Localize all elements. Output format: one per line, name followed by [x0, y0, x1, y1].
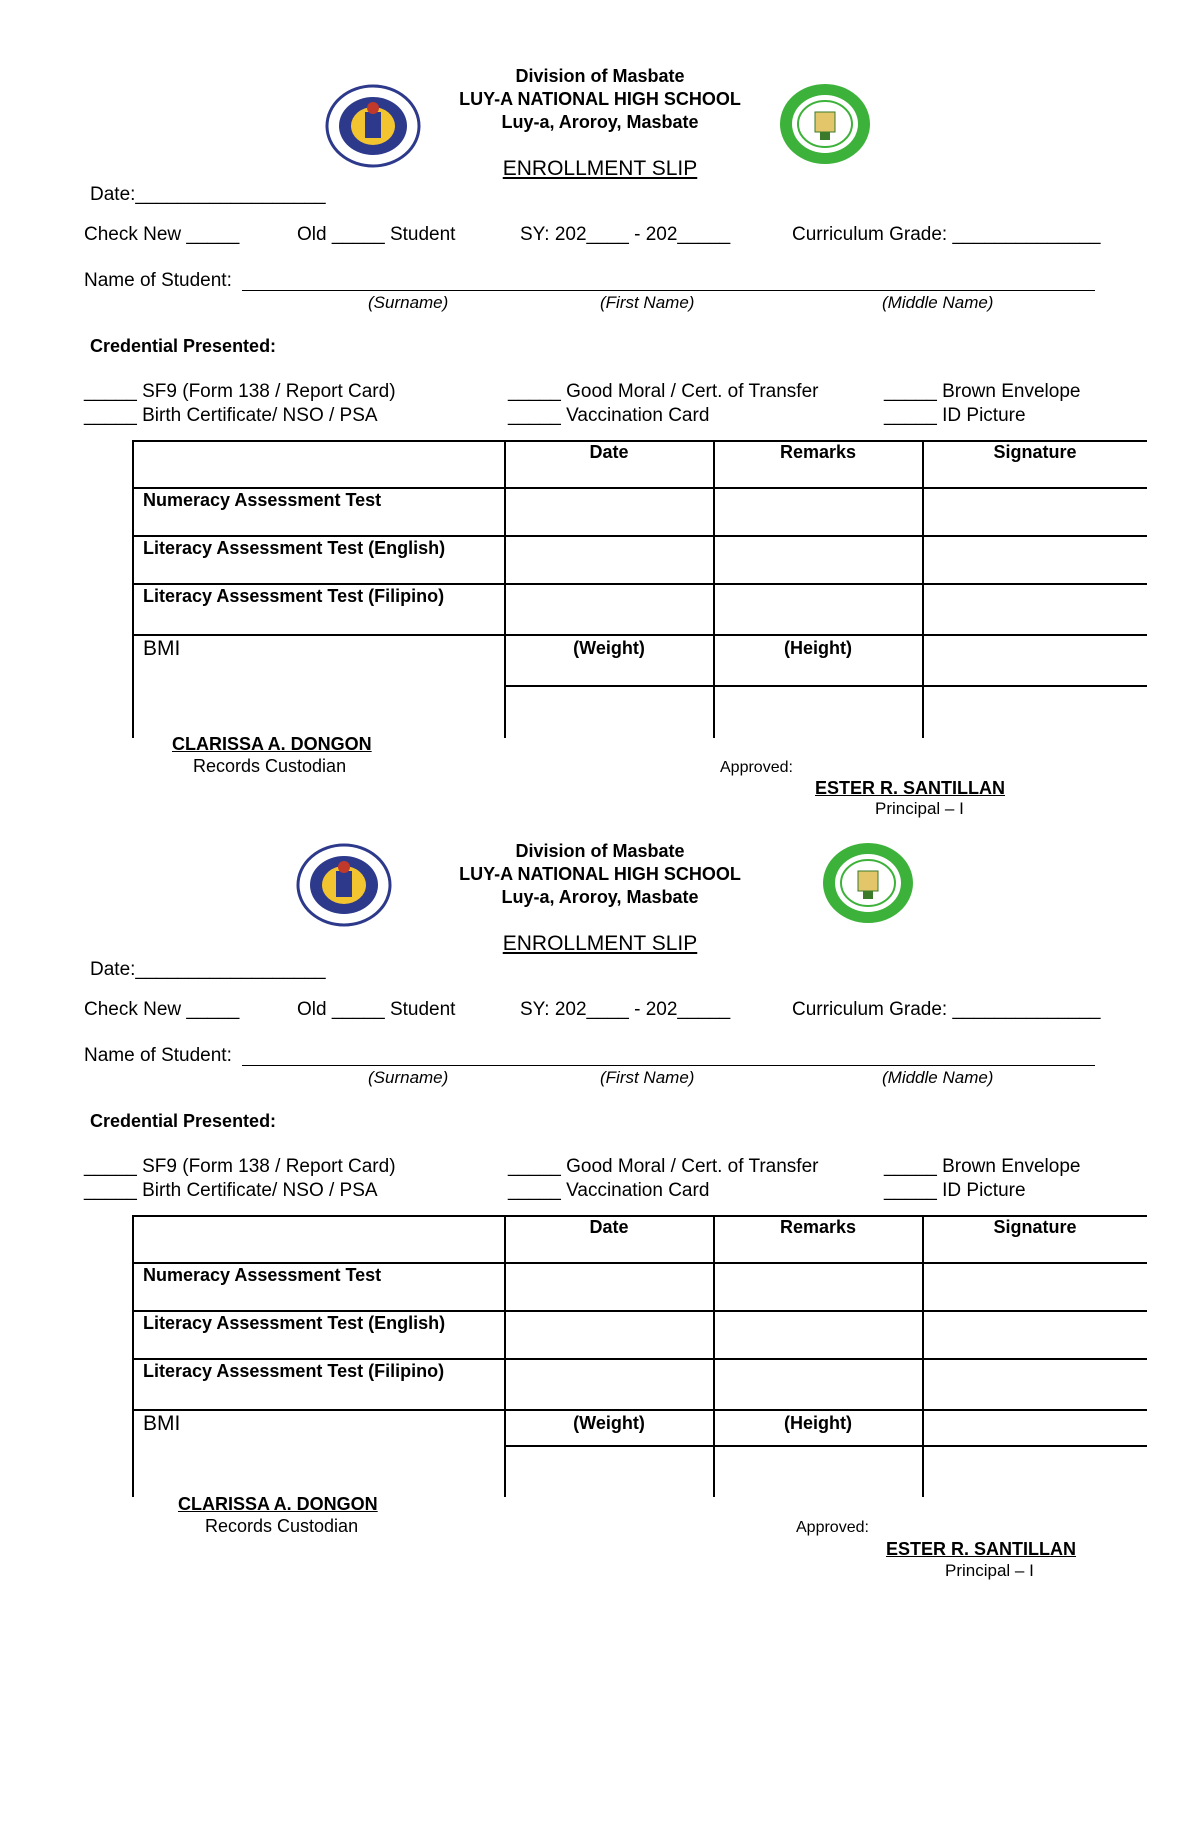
approved-label: Approved:: [796, 1519, 869, 1536]
first-name-caption: (First Name): [600, 293, 695, 312]
form-title: ENROLLMENT SLIP: [502, 157, 698, 180]
cred-birth-certificate[interactable]: _____ Birth Certificate/ NSO / PSA: [84, 1180, 378, 1201]
school-address: Luy-a, Aroroy, Masbate: [501, 112, 699, 132]
custodian-title: Records Custodian: [193, 756, 347, 776]
col-header-date: Date: [589, 1217, 629, 1237]
first-name-caption: (First Name): [600, 1068, 695, 1087]
principal-name: ESTER R. SANTILLAN: [886, 1539, 1077, 1559]
division-name: Division of Masbate: [515, 841, 685, 861]
surname-caption: (Surname): [368, 293, 449, 312]
principal-name: ESTER R. SANTILLAN: [815, 778, 1006, 798]
cred-birth-certificate[interactable]: _____ Birth Certificate/ NSO / PSA: [84, 405, 378, 426]
check-new-field[interactable]: Check New _____: [84, 999, 240, 1020]
student-name-label: Name of Student:: [84, 270, 232, 291]
col-header-date: Date: [589, 442, 629, 462]
school-year-field[interactable]: SY: 202____ - 202_____: [520, 999, 731, 1020]
curriculum-grade-field[interactable]: Curriculum Grade: ______________: [792, 999, 1101, 1020]
bmi-weight: (Weight): [573, 1413, 645, 1433]
row-literacy-filipino: Literacy Assessment Test (Filipino): [143, 586, 445, 606]
principal-title: Principal – I: [875, 799, 964, 818]
check-new-field[interactable]: Check New _____: [84, 224, 240, 245]
credential-label: Credential Presented:: [90, 1111, 277, 1131]
school-address: Luy-a, Aroroy, Masbate: [501, 887, 699, 907]
row-literacy-filipino: Literacy Assessment Test (Filipino): [143, 1361, 445, 1381]
date-field[interactable]: Date:__________________: [90, 959, 326, 980]
custodian-name: CLARISSA A. DONGON: [172, 734, 372, 754]
col-header-remarks: Remarks: [779, 442, 857, 462]
middle-name-caption: (Middle Name): [882, 1068, 994, 1087]
bmi-height: (Height): [784, 1413, 852, 1433]
surname-caption: (Surname): [368, 1068, 449, 1087]
principal-title: Principal – I: [945, 1561, 1034, 1580]
cred-id-picture[interactable]: _____ ID Picture: [884, 405, 1026, 426]
row-numeracy: Numeracy Assessment Test: [143, 1265, 382, 1285]
division-name: Division of Masbate: [515, 66, 685, 86]
approved-label: Approved:: [720, 759, 793, 776]
date-field[interactable]: Date:__________________: [90, 184, 326, 205]
student-name-label: Name of Student:: [84, 1045, 232, 1066]
credential-label: Credential Presented:: [90, 336, 277, 356]
cred-id-picture[interactable]: _____ ID Picture: [884, 1180, 1026, 1201]
custodian-name: CLARISSA A. DONGON: [178, 1494, 378, 1514]
student-name-line[interactable]: [242, 1065, 1095, 1066]
school-year-field[interactable]: SY: 202____ - 202_____: [520, 224, 731, 245]
row-literacy-english: Literacy Assessment Test (English): [143, 1313, 446, 1333]
cred-brown-envelope[interactable]: _____ Brown Envelope: [884, 381, 1081, 402]
bmi-weight: (Weight): [573, 638, 645, 658]
custodian-title: Records Custodian: [205, 1516, 359, 1536]
cred-vaccination[interactable]: _____ Vaccination Card: [508, 1180, 710, 1201]
col-header-remarks: Remarks: [779, 1217, 857, 1237]
enrollment-slip-1: [0, 0, 1200, 818]
cred-good-moral[interactable]: _____ Good Moral / Cert. of Transfer: [508, 1156, 819, 1177]
enrollment-slip-2: [0, 775, 1200, 1580]
school-name: LUY-A NATIONAL HIGH SCHOOL: [459, 864, 741, 884]
middle-name-caption: (Middle Name): [882, 293, 994, 312]
old-student-field[interactable]: Old _____ Student: [297, 224, 456, 245]
cred-sf9[interactable]: _____ SF9 (Form 138 / Report Card): [84, 1156, 396, 1177]
student-name-line[interactable]: [242, 290, 1095, 291]
cred-vaccination[interactable]: _____ Vaccination Card: [508, 405, 710, 426]
cred-good-moral[interactable]: _____ Good Moral / Cert. of Transfer: [508, 381, 819, 402]
cred-brown-envelope[interactable]: _____ Brown Envelope: [884, 1156, 1081, 1177]
form-title: ENROLLMENT SLIP: [502, 932, 698, 955]
col-header-signature: Signature: [993, 442, 1077, 462]
col-header-signature: Signature: [993, 1217, 1077, 1237]
bmi-height: (Height): [784, 638, 852, 658]
school-name: LUY-A NATIONAL HIGH SCHOOL: [459, 89, 741, 109]
old-student-field[interactable]: Old _____ Student: [297, 999, 456, 1020]
curriculum-grade-field[interactable]: Curriculum Grade: ______________: [792, 224, 1101, 245]
row-bmi: BMI: [143, 637, 181, 660]
cred-sf9[interactable]: _____ SF9 (Form 138 / Report Card): [84, 381, 396, 402]
row-numeracy: Numeracy Assessment Test: [143, 490, 382, 510]
row-literacy-english: Literacy Assessment Test (English): [143, 538, 446, 558]
row-bmi: BMI: [143, 1412, 181, 1435]
